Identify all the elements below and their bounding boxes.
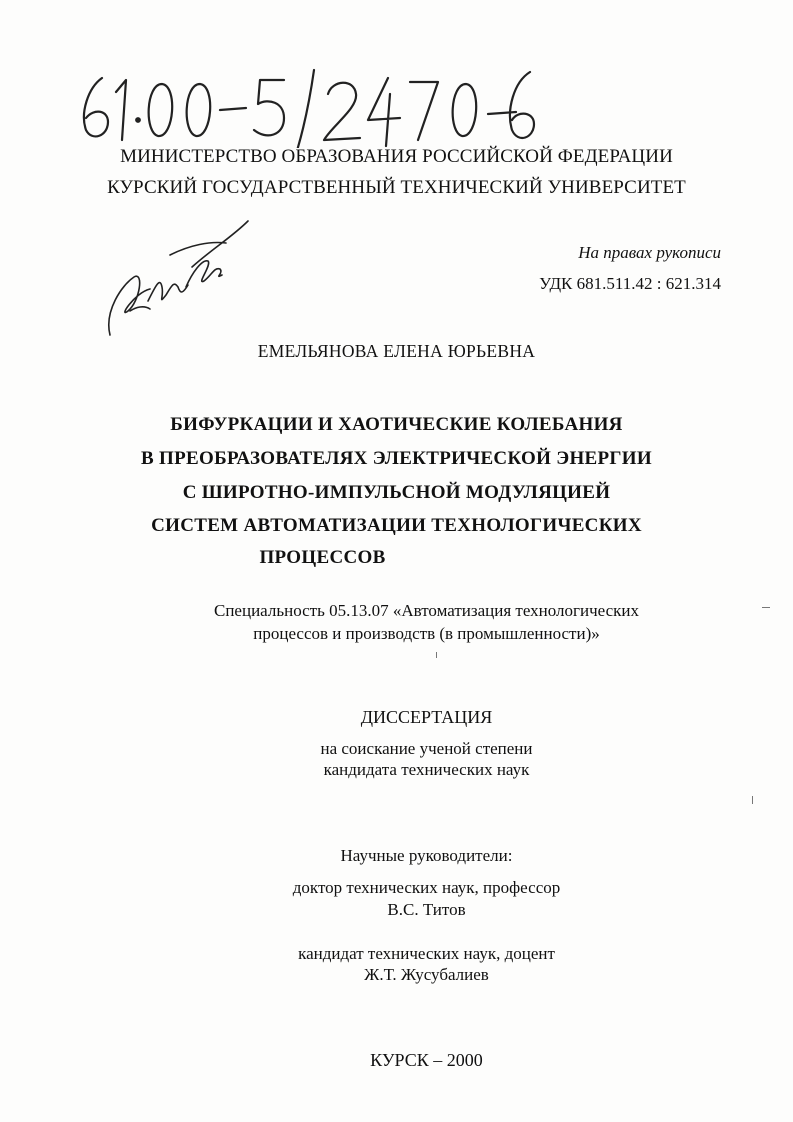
scan-mark [762,607,770,608]
supervisors-heading: Научные руководители: [340,846,513,865]
supervisor-1-title: доктор технических наук, профессор [292,878,561,897]
degree-line-2: кандидата технических наук [323,760,530,779]
degree-line-1: на соискание ученой степени [320,739,533,758]
handwritten-archive-code [70,58,540,148]
scan-mark [436,652,437,658]
title-line-3: С ШИРОТНО-ИМПУЛЬСНОЙ МОДУЛЯЦИЕЙ [182,482,611,503]
specialty-line-2: процессов и производств (в промышленности)» [253,624,600,643]
scan-mark [752,796,753,804]
supervisor-2-name: Ж.Т. Жусубалиев [364,965,489,984]
university-name: КУРСКИЙ ГОСУДАРСТВЕННЫЙ ТЕХНИЧЕСКИЙ УНИВЕРСИТЕТ [107,177,686,198]
handwritten-signature [100,215,260,345]
title-line-4: СИСТЕМ АВТОМАТИЗАЦИИ ТЕХНОЛОГИЧЕСКИХ [151,515,642,536]
specialty-line-1: Специальность 05.13.07 «Автоматизация технологических [213,601,640,620]
manuscript-rights-note: На правах рукописи [578,243,721,262]
title-line-1: БИФУРКАЦИИ И ХАОТИЧЕСКИЕ КОЛЕБАНИЯ [170,414,623,435]
signature-drawing [100,215,260,345]
ministry-name: МИНИСТЕРСТВО ОБРАЗОВАНИЯ РОССИЙСКОЙ ФЕДЕРАЦИИ [120,146,673,167]
supervisor-1-name: В.С. Титов [387,900,466,919]
author-name: ЕМЕЛЬЯНОВА ЕЛЕНА ЮРЬЕВНА [257,341,536,361]
title-line-5: ПРОЦЕССОВ [259,547,386,568]
handwritten-code-drawing [70,58,540,148]
city-year: КУРСК – 2000 [370,1050,483,1070]
title-line-2: В ПРЕОБРАЗОВАТЕЛЯХ ЭЛЕКТРИЧЕСКОЙ ЭНЕРГИИ [141,448,652,469]
dissertation-heading: ДИССЕРТАЦИЯ [360,707,493,727]
udk-code: УДК 681.511.42 : 621.314 [539,274,721,293]
supervisor-2-title: кандидат технических наук, доцент [298,944,555,963]
